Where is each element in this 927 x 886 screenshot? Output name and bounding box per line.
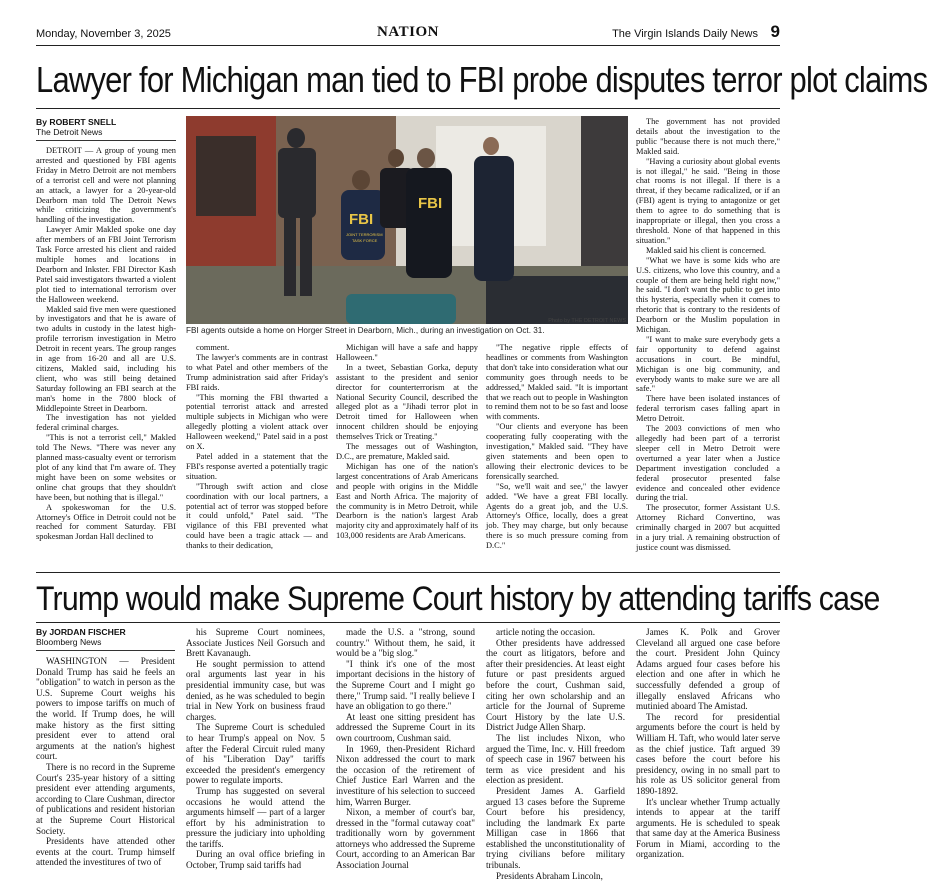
paragraph: comment.	[196, 343, 230, 352]
paragraph: "What we have is some kids who are U.S. citizens, who love this country, and a couple of them are being held right now," he said. "I don't want the public to get into this hysteria, especially when it comes to rhetoric that is contrary to the residents of Dearborn or the Muslim population in Michigan.	[636, 255, 780, 335]
paragraph: Makled said his client is concerned.	[646, 245, 767, 255]
story1-column-5	[636, 117, 780, 570]
paragraph: A spokeswoman for the U.S. Attorney's Office in Detroit could not be reached for comment Saturday. FBI spokesman Jordan Hall declined to	[36, 502, 176, 542]
paragraph: DETROIT — A group of young men arrested and questioned by FBI agents Friday in Metro Detroit are not members of a terrorist cell and were not planning an attack, a lawyer for a 20-year-old Dearborn man told The Detroit News while criticizing the government's handling of the investigation.	[36, 146, 176, 225]
story1-column-1	[36, 117, 176, 570]
paragraph: In a tweet, Sebastian Gorka, deputy assistant to the president and senior director for counterterrorism at the National Security Council, described the alleged plot as a "Jihadi terror plot in Detroit timed for Halloween when innocent children should be enjoying themselves Trick or Treating."	[336, 362, 478, 442]
story2-column-1	[36, 627, 175, 879]
story1-col4-text	[486, 343, 628, 551]
paragraph: The Supreme Court is scheduled to hear Trump's appeal on Nov. 5 after the Federal Circuit ruled many of his "Liberation Day" tariffs exceeded the president's emergency power to regulate imports.	[186, 722, 325, 786]
story2-col2-text	[186, 627, 325, 871]
paragraph: "So, we'll wait and see," the lawyer added. "We have a great FBI locally. Agents do a great job, and the U.S. Attorney's Office, locally, does a great job. They may charge, but only because there is so much pressure coming from D.C."	[486, 481, 628, 551]
vest-fbi-text: FBI	[349, 211, 374, 228]
story2-column-3	[336, 627, 475, 879]
paragraph: The government has not provided details about the investigation to the public "because there is not much there," Makled said.	[636, 117, 780, 156]
paragraph: The prosecutor, former Assistant U.S. Attorney Richard Convertino, was criminally charged in 2007 but acquitted in a jury trial. A remaining obstruction of justice count was dismissed.	[636, 503, 780, 552]
paragraph: his Supreme Court nominees, Associate Justices Neil Gorsuch and Brett Kavanaugh.	[186, 627, 325, 659]
paragraph: Patel added in a statement that the FBI's response averted a potentially tragic situation.	[186, 451, 328, 481]
paragraph: The messages out of Washington, D.C., are premature, Makled said.	[336, 442, 478, 461]
paragraph: Michigan has one of the nation's largest concentrations of Arab Americans and people with origins in the Middle East and North Africa. The majority of the community is in Metro Detroit, while Dearborn is the nation's largest Arab majority city and approximately half of its 103,000 residents are Arab Americans.	[336, 461, 478, 541]
story2-col1-text	[36, 656, 175, 868]
story1-column-2	[186, 343, 328, 570]
paragraph: "Through swift action and close coordination with our local partners, a potential act of terror was stopped before it could unfold," Patel said. "The vigilance of this FBI prevented what could have been a tragic attack — and thanks to their dedication,	[186, 481, 328, 551]
fbi-agents-photo	[186, 116, 628, 324]
paragraph: It's unclear whether Trump actually intends to appear at the tariff arguments. He is scheduled to speak that same day at the America Business Forum in Miami, according to the organization.	[636, 796, 780, 860]
byline-divider	[36, 140, 176, 141]
paragraph: Trump has suggested on several occasions he would attend the arguments himself — part of a larger effort by his administration to pressure the judiciary into upholding the tariffs.	[186, 785, 325, 849]
vest-fbi-text-2: FBI	[418, 195, 443, 212]
section-title: NATION	[377, 24, 439, 40]
story2-col4-text	[486, 627, 625, 881]
paragraph: The list includes Nixon, who argued the Time, Inc. v. Hill freedom of speech case in 1967 between his term as vice president and his election as president.	[486, 732, 625, 786]
paragraph: "I think it's one of the most important decisions in the history of the Supreme Court and I might go there," Trump said. "I really believe I have an obligation to go there."	[336, 658, 475, 712]
paragraph: The 2003 convictions of men who allegedly had been part of a terrorist sleeper cell in Metro Detroit were overturned a year later when a Justice Department investigation concluded a federal prosecutor presented false evidence and concealed other evidence during the trial.	[636, 424, 780, 503]
story2-col3-text	[336, 627, 475, 871]
paragraph: Other presidents have addressed the court as litigators, before and after their presidencies. At least eight future or past presidents argued before the court, Cushman said, citing her own scholarship and an article for the Journal of Supreme Court History by the late U.S. District Judge Allen Sharp.	[486, 637, 625, 733]
story2-column-5	[636, 627, 780, 879]
paragraph: Michigan will have a safe and happy Halloween."	[336, 343, 478, 362]
byline-divider-2	[36, 650, 175, 651]
paragraph: Presidents Abraham Lincoln,	[496, 870, 603, 881]
paragraph: "The negative ripple effects of headlines or comments from Washington that don't take into consideration what our community goes through needs to be addressed," Makled said. "It is important that we reach out to people in Washington to remind them not to be so fast and loose with comments.	[486, 343, 628, 422]
paragraph: There have been isolated instances of federal terrorism cases falling apart in Metro Detroit.	[636, 394, 780, 424]
masthead	[36, 22, 780, 44]
vest-jttf-line1: JOINT TERRORISM	[346, 232, 383, 237]
paragraph: WASHINGTON — President Donald Trump has said he feels an "obligation" to watch in person as the U.S. Supreme Court weighs his powers to impose tariffs on much of the world. If Trump does, he will make history as the first sitting president ever to attend oral arguments at the nation's highest court.	[36, 656, 175, 762]
paragraph: During an oval office briefing in October, Trump said tariffs had	[186, 849, 325, 871]
paragraph: "This morning the FBI thwarted a potential terrorist attack and arrested multiple subjects in Michigan who were allegedly plotting a violent attack over Halloween weekend," Patel said in a post on X.	[186, 392, 328, 452]
paragraph: The investigation has not yielded federal criminal charges.	[36, 413, 176, 433]
paragraph: At least one sitting president has addressed the Supreme Court in its own courtroom, Cushman said.	[336, 711, 475, 743]
headline-rule-1	[36, 108, 780, 109]
story1-col1-text	[36, 146, 176, 542]
story2-column-4	[486, 627, 625, 879]
paragraph: "Our clients and everyone has been cooperating fully cooperating with the investigation," Makled said. "They have given statements and been open to allowing their electronic devices to be forensically searched.	[486, 422, 628, 481]
paragraph: In 1969, then-President Richard Nixon addressed the court to mark the occasion of the retirement of Chief Justice Earl Warren and the investiture of his selection to succeed him, Warren Burger.	[336, 743, 475, 807]
story1-col2-text	[186, 343, 328, 551]
story2-col5-text	[636, 627, 780, 860]
story1-column-3	[336, 343, 478, 570]
story1-col5-text	[636, 117, 780, 553]
story2-headline: Trump would make Supreme Court history by attending tariffs case	[36, 580, 880, 618]
paragraph: President James A. Garfield argued 13 cases before the Supreme Court before his presidency, including the landmark Ex parte Milligan case in 1866 that established the unconstitutionality of trying civilians before military tribunals.	[486, 785, 625, 871]
paragraph: "I want to make sure everybody gets a fair opportunity to defend against accusations in court. Be mindful, Michigan is one big community, and everybody wants to make sure we are all safe."	[636, 334, 780, 394]
story1-headline: Lawyer for Michigan man tied to FBI probe disputes terror plot claims	[36, 59, 927, 100]
story1-column-4	[486, 343, 628, 570]
story-divider-rule	[36, 572, 780, 573]
story1-byline	[36, 117, 176, 141]
story1-col3-text	[336, 343, 478, 541]
story2-author: By JORDAN FISCHER	[36, 627, 126, 637]
paragraph: There is no record in the Supreme Court's 235-year history of a sitting president ever attending arguments, according to Clare Cushman, director of publications and resident historian at the Supreme Court Historical Society.	[36, 761, 175, 836]
paragraph: made the U.S. a "strong, sound country." Without them, he said, it would be a "big slog."	[336, 627, 475, 659]
paragraph: The lawyer's comments are in contrast to what Patel and other members of the Trump administration said after Friday's FBI raids.	[186, 352, 328, 392]
headline-rule-2	[36, 622, 780, 623]
story2-byline	[36, 627, 175, 651]
story2-source: Bloomberg News	[36, 637, 102, 647]
paragraph: James K. Polk and Grover Cleveland all argued one case before the court. President John Quincy Adams argued four cases before his election and one after in which he successfully defended a group of illegally enslaved Africans who mutinied aboard The Amistad.	[636, 627, 780, 712]
paragraph: "This is not a terrorist cell," Makled told The News. "There was never any planned mass-casualty event or terrorism plot of any kind that I'm aware of. They might have been on some websites or online chat groups that they shouldn't have been, but nothing that is illegal."	[36, 433, 176, 502]
header-rule	[36, 45, 780, 46]
paragraph: The record for presidential arguments before the court is held by William H. Taft, who would later serve as the chief justice. Taft argued 39 cases before the court before his presidency, owing in no small part to his role as US solicitor general from 1890-1892.	[636, 711, 780, 796]
story2-column-2	[186, 627, 325, 879]
issue-date: Monday, November 3, 2025	[36, 28, 171, 40]
paragraph: Makled said five men were questioned by investigators and that he is aware of two adults in custody in the latest high-profile terrorism investigation in Metro Detroit in recent years. The group ranges in age from 16-20 and all are U.S. citizens, Makled said, including his client, who was still being detained Saturday following an FBI search at the man's home in the 7800 block of Middlepointe Street in Dearborn.	[36, 304, 176, 413]
story1-source: The Detroit News	[36, 127, 103, 137]
photo-caption: FBI agents outside a home on Horger Street in Dearborn, Mich., during an investigation on Oct. 31.	[186, 326, 545, 335]
photo-illustration	[186, 116, 628, 324]
paragraph: Presidents have attended other events at the court. Trump himself attended the investitures of two of	[36, 836, 175, 868]
paragraph: "Having a curiosity about global events is not illegal," he said. "Being in those chat rooms is not illegal. If there is a threat, if they became radicalized, or if an (FBI) agent is trying to antagonize or get them to agree to do something that is inappropriate or illegal, then you cross a threshold. None of that happened in this situation."	[636, 156, 780, 245]
page-number: 9	[770, 22, 780, 41]
paragraph: article noting the occasion.	[496, 627, 595, 637]
paragraph: He sought permission to attend oral arguments last year in his presidential immunity case, but was denied, as he was scheduled to begin trial in New York on business fraud charges.	[186, 658, 325, 722]
paragraph: Nixon, a member of court's bar, dressed in the "formal cutaway coat" traditionally worn by government attorneys who addressed the Supreme Court, according to an American Bar Association Journal	[336, 807, 475, 871]
newspaper-name: The Virgin Islands Daily News	[612, 28, 758, 40]
story1-author: By ROBERT SNELL	[36, 117, 117, 127]
vest-jttf-line2: TASK FORCE	[352, 238, 378, 243]
photo-credit: Photo by THE DETROIT NEWS	[548, 318, 626, 324]
paragraph: Lawyer Amir Makled spoke one day after members of an FBI Joint Terrorism Task Force arrested his client and raided multiple homes and locations in Dearborn and Inkster. FBI Director Kash Patel said investigators thwarted a violent plot tied to international terrorism over the Halloween weekend.	[36, 225, 176, 304]
